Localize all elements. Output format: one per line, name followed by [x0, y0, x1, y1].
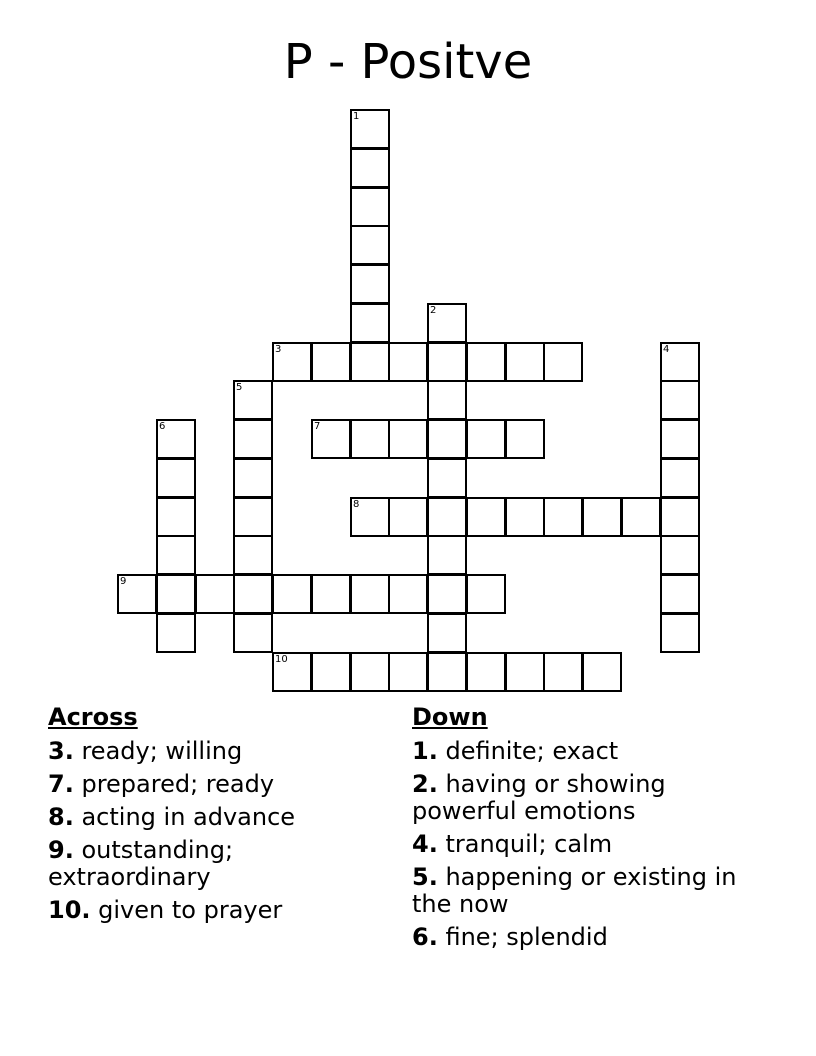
- clue-number: 9.: [48, 836, 74, 864]
- grid-cell[interactable]: [427, 574, 467, 614]
- grid-cell[interactable]: [427, 458, 467, 498]
- grid-cell[interactable]: [156, 497, 196, 537]
- puzzle-title: P - Positve: [283, 34, 533, 90]
- cell-number: 6: [159, 421, 166, 432]
- clue-text: tranquil; calm: [445, 830, 613, 858]
- grid-cell[interactable]: [427, 613, 467, 653]
- cell-number: 2: [430, 305, 437, 316]
- grid-cell[interactable]: [505, 342, 545, 382]
- grid-cell[interactable]: [427, 342, 467, 382]
- grid-cell[interactable]: [272, 574, 312, 614]
- grid-cell[interactable]: [660, 419, 700, 459]
- grid-cell[interactable]: [427, 497, 467, 537]
- grid-cell[interactable]: [660, 342, 700, 382]
- down-clue: [412, 831, 752, 858]
- grid-cell[interactable]: [350, 187, 390, 227]
- grid-cell[interactable]: [233, 574, 273, 614]
- grid-cell[interactable]: [660, 380, 700, 420]
- grid-cell[interactable]: [156, 419, 196, 459]
- down-clue: [412, 924, 752, 951]
- grid-cell[interactable]: [466, 419, 506, 459]
- grid-cell[interactable]: [660, 535, 700, 575]
- down-clues: [412, 702, 752, 951]
- grid-cell[interactable]: [660, 497, 700, 537]
- across-clue: [48, 771, 388, 798]
- grid-cell[interactable]: [350, 303, 390, 343]
- across-clue: [48, 897, 388, 924]
- grid-cell[interactable]: [505, 419, 545, 459]
- grid-cell[interactable]: [233, 497, 273, 537]
- clue-number: 1.: [412, 737, 438, 765]
- grid-cell[interactable]: [427, 419, 467, 459]
- grid-cell[interactable]: [350, 497, 390, 537]
- cell-number: 10: [275, 654, 288, 665]
- grid-cell[interactable]: [466, 574, 506, 614]
- grid-cell[interactable]: [156, 458, 196, 498]
- grid-cell[interactable]: [350, 148, 390, 188]
- grid-cell[interactable]: [156, 574, 196, 614]
- grid-cell[interactable]: [427, 380, 467, 420]
- grid-cell[interactable]: [272, 652, 312, 692]
- down-clue: [412, 864, 752, 918]
- grid-cell[interactable]: [117, 574, 157, 614]
- clue-text: ready; willing: [81, 737, 243, 765]
- grid-cell[interactable]: [350, 652, 390, 692]
- clue-number: 5.: [412, 863, 438, 891]
- grid-cell[interactable]: [466, 342, 506, 382]
- grid-cell[interactable]: [466, 497, 506, 537]
- clue-number: 10.: [48, 896, 91, 924]
- grid-cell[interactable]: [311, 342, 351, 382]
- grid-cell[interactable]: [350, 342, 390, 382]
- grid-cell[interactable]: [543, 342, 583, 382]
- clue-number: 6.: [412, 923, 438, 951]
- clue-text: happening or existing in the now: [412, 863, 737, 918]
- grid-cell[interactable]: [311, 574, 351, 614]
- grid-cell[interactable]: [311, 419, 351, 459]
- grid-cell[interactable]: [233, 419, 273, 459]
- grid-cell[interactable]: [388, 419, 428, 459]
- across-clues: [48, 702, 388, 924]
- cell-number: 9: [120, 576, 127, 587]
- grid-cell[interactable]: [427, 535, 467, 575]
- grid-cell[interactable]: [427, 303, 467, 343]
- cell-number: 3: [275, 344, 282, 355]
- grid-cell[interactable]: [388, 574, 428, 614]
- clue-text: given to prayer: [98, 896, 283, 924]
- clue-text: acting in advance: [81, 803, 296, 831]
- grid-cell[interactable]: [660, 613, 700, 653]
- across-clue: [48, 738, 388, 765]
- down-clue: [412, 771, 752, 825]
- grid-cell[interactable]: [233, 380, 273, 420]
- grid-cell[interactable]: [660, 574, 700, 614]
- grid-cell[interactable]: [582, 652, 622, 692]
- grid-cell[interactable]: [350, 574, 390, 614]
- grid-cell[interactable]: [543, 652, 583, 692]
- across-clue: [48, 804, 388, 831]
- grid-cell[interactable]: [233, 458, 273, 498]
- across-clue-list: [48, 738, 388, 924]
- grid-cell[interactable]: [582, 497, 622, 537]
- down-clue-list: [412, 738, 752, 951]
- grid-cell[interactable]: [388, 342, 428, 382]
- cell-number: 8: [353, 499, 360, 510]
- down-heading: Down: [412, 703, 488, 731]
- clue-text: prepared; ready: [81, 770, 275, 798]
- cell-number: 1: [353, 111, 360, 122]
- grid-cell[interactable]: [350, 419, 390, 459]
- clue-number: 8.: [48, 803, 74, 831]
- grid-cell[interactable]: [427, 652, 467, 692]
- grid-cell[interactable]: [388, 497, 428, 537]
- grid-cell[interactable]: [311, 652, 351, 692]
- clue-text: outstanding; extraordinary: [48, 836, 234, 891]
- clue-number: 3.: [48, 737, 74, 765]
- across-heading: Across: [48, 703, 138, 731]
- grid-cell[interactable]: [350, 264, 390, 304]
- grid-cell[interactable]: [466, 652, 506, 692]
- grid-cell[interactable]: [272, 342, 312, 382]
- down-clue: [412, 738, 752, 765]
- clue-text: having or showing powerful emotions: [412, 770, 666, 825]
- grid-cell[interactable]: [505, 652, 545, 692]
- across-clue: [48, 837, 388, 891]
- clue-number: 7.: [48, 770, 74, 798]
- grid-cell[interactable]: [156, 535, 196, 575]
- grid-cell[interactable]: [660, 458, 700, 498]
- grid-cell[interactable]: [195, 574, 235, 614]
- grid-cell[interactable]: [350, 109, 390, 149]
- cell-number: 5: [236, 382, 243, 393]
- clue-number: 4.: [412, 830, 438, 858]
- cell-number: 7: [314, 421, 321, 432]
- grid-cell[interactable]: [156, 613, 196, 653]
- grid-cell[interactable]: [621, 497, 661, 537]
- clue-number: 2.: [412, 770, 438, 798]
- clue-text: definite; exact: [445, 737, 619, 765]
- grid-cell[interactable]: [233, 535, 273, 575]
- grid-cell[interactable]: [388, 652, 428, 692]
- clue-text: fine; splendid: [445, 923, 608, 951]
- grid-cell[interactable]: [543, 497, 583, 537]
- grid-cell[interactable]: [505, 497, 545, 537]
- cell-number: 4: [663, 344, 670, 355]
- grid-cell[interactable]: [233, 613, 273, 653]
- grid-cell[interactable]: [350, 225, 390, 265]
